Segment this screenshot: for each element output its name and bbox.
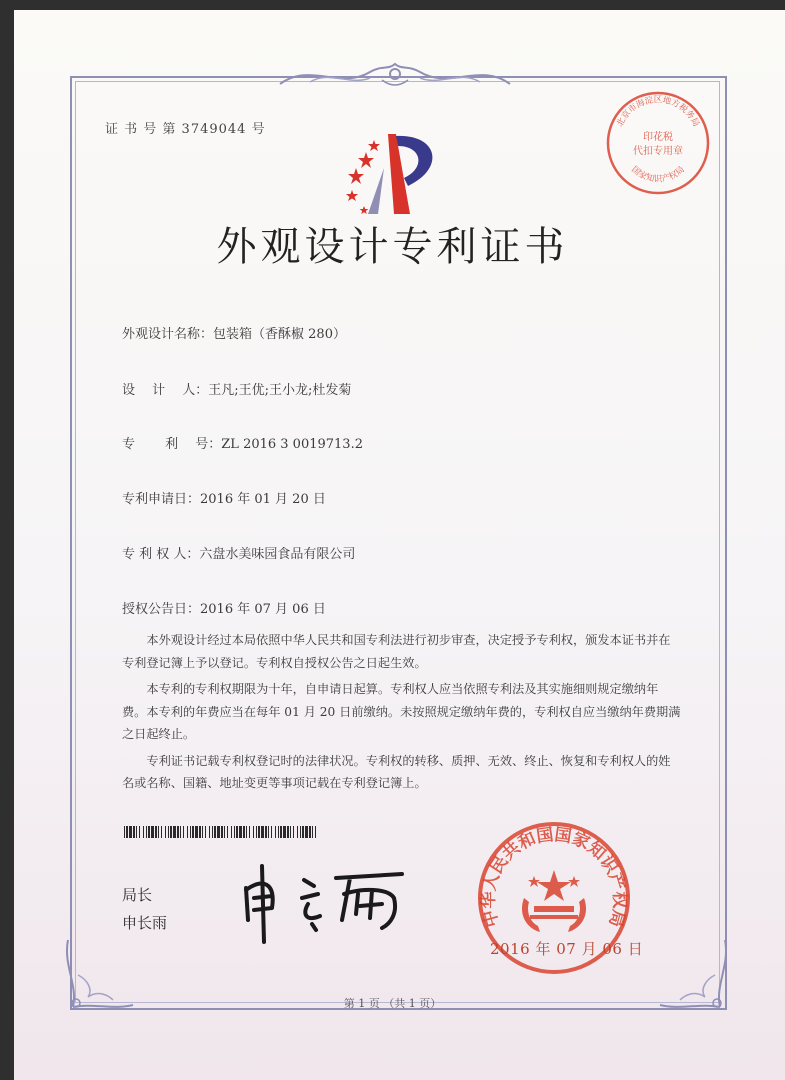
svg-text:国家知识产权局: 国家知识产权局 (629, 164, 687, 185)
barcode-bar (256, 826, 257, 838)
barcode-bar (170, 826, 172, 838)
barcode-bar (312, 826, 313, 838)
barcode-bar (231, 826, 232, 838)
barcode-bar (180, 826, 181, 838)
barcode-bar (214, 826, 216, 838)
barcode-bar (315, 826, 316, 838)
barcode-bar (209, 826, 210, 838)
barcode-bar (243, 826, 245, 838)
field-designers (122, 379, 351, 398)
barcode-bar (253, 826, 254, 838)
barcode-bar (205, 826, 206, 838)
tax-stamp-seal (603, 88, 713, 198)
svg-text:中华人民共和国国家知识产权局: 中华人民共和国国家知识产权局 (478, 825, 630, 930)
patent-office-logo (338, 128, 456, 220)
field-label: 专利申请日： (122, 492, 201, 507)
barcode-bar (275, 826, 276, 838)
barcode-bar (217, 826, 220, 838)
barcode-bar (187, 826, 188, 838)
svg-text:印花税: 印花税 (643, 132, 673, 143)
certificate-title: 外观设计专利证书 (216, 224, 569, 270)
barcode-bar (290, 826, 291, 838)
field-grant-date (122, 598, 326, 617)
barcode-bar (227, 826, 228, 838)
page-number: 第 1 页 （共 1 页） (343, 997, 442, 1010)
field-application-date (122, 488, 326, 507)
field-value: 2016 年 01 月 20 日 (200, 492, 326, 507)
barcode-bar (195, 826, 198, 838)
svg-text:代扣专用章: 代扣专用章 (633, 146, 683, 157)
svg-text:北京市海淀区地方税务局: 北京市海淀区地方税务局 (615, 95, 701, 129)
barcode-bar (177, 826, 179, 838)
barcode-bar (234, 826, 235, 838)
certificate-number-label: 证 书 号 第 (105, 122, 177, 137)
barcode-bar (146, 826, 147, 838)
barcode-bar (221, 826, 223, 838)
barcode-bar (151, 826, 154, 838)
field-patentee (122, 543, 355, 562)
field-value: 王凡;王优;王小龙;杜发菊 (208, 383, 352, 398)
top-ornament (270, 60, 520, 92)
barcode-bar (143, 826, 144, 838)
barcode-bar (239, 826, 242, 838)
barcode-bar (183, 826, 184, 838)
barcode-bar (126, 826, 128, 838)
barcode-bar (236, 826, 238, 838)
barcode-bar (173, 826, 176, 838)
certificate-number (105, 118, 266, 137)
field-design-name (122, 323, 346, 342)
field-label: 专 利 号： (122, 437, 222, 452)
field-value: 包装箱（香酥椒 280） (213, 327, 346, 342)
barcode-bar (158, 826, 159, 838)
barcode (124, 826, 319, 838)
barcode-bar (133, 826, 135, 838)
barcode-bar (278, 826, 279, 838)
barcode-bar (271, 826, 272, 838)
barcode-bar (124, 826, 125, 838)
barcode-bar (202, 826, 203, 838)
certificate-number-suffix: 号 (251, 122, 266, 137)
barcode-bar (258, 826, 260, 838)
barcode-bar (249, 826, 250, 838)
field-value: 六盘水美味园食品有限公司 (199, 547, 356, 562)
barcode-bar (297, 826, 298, 838)
barcode-bar (190, 826, 191, 838)
field-value: ZL 2016 3 0019713.2 (221, 437, 363, 452)
certificate-body-text (122, 629, 682, 795)
body-paragraph: 专利证书记载专利权登记时的法律状况。专利权的转移、质押、无效、终止、恢复和专利权人的姓名或名称、国籍、地址变更等事项记载在专利登记簿上。 (122, 753, 671, 790)
barcode-bar (212, 826, 213, 838)
director-signature (232, 858, 422, 948)
body-paragraph: 本专利的专利权期限为十年，自申请日起算。专利权人应当依照专利法及其实施细则规定缴纳年费。本专利的年费应当在每年 01 月 20 日前缴纳。未按照规定缴纳年费的，专利权自应当缴纳年费期满之日起终止。 (122, 682, 681, 741)
barcode-bar (224, 826, 225, 838)
barcode-bar (129, 826, 132, 838)
barcode-bar (192, 826, 194, 838)
barcode-bar (309, 826, 311, 838)
barcode-bar (293, 826, 294, 838)
director-title: 局长 (122, 886, 153, 904)
seal-date: 2016 年 07 月 06 日 (490, 940, 644, 958)
barcode-bar (161, 826, 162, 838)
barcode-bar (136, 826, 137, 838)
barcode-bar (199, 826, 201, 838)
barcode-bar (155, 826, 157, 838)
field-label: 设 计 人： (122, 383, 209, 398)
certificate-number-value: 3749044 (181, 122, 247, 137)
barcode-bar (300, 826, 301, 838)
barcode-bar (305, 826, 308, 838)
barcode-bar (302, 826, 304, 838)
barcode-bar (168, 826, 169, 838)
field-label: 专 利 权 人： (122, 547, 200, 562)
barcode-bar (268, 826, 269, 838)
barcode-bar (287, 826, 289, 838)
barcode-bar (283, 826, 286, 838)
body-paragraph: 本外观设计经过本局依照中华人民共和国专利法进行初步审查，决定授予专利权，颁发本证书并在专利登记簿上予以登记。专利权自授权公告之日起生效。 (122, 633, 671, 670)
field-label: 外观设计名称： (122, 327, 214, 342)
field-label: 授权公告日： (122, 602, 201, 617)
barcode-bar (280, 826, 282, 838)
barcode-bar (246, 826, 247, 838)
barcode-bar (265, 826, 267, 838)
barcode-bar (165, 826, 166, 838)
barcode-bar (261, 826, 264, 838)
field-value: 2016 年 07 月 06 日 (200, 602, 326, 617)
barcode-bar (148, 826, 150, 838)
director-name: 申长雨 (122, 914, 168, 932)
barcode-bar (139, 826, 140, 838)
field-patent-number (122, 433, 363, 452)
